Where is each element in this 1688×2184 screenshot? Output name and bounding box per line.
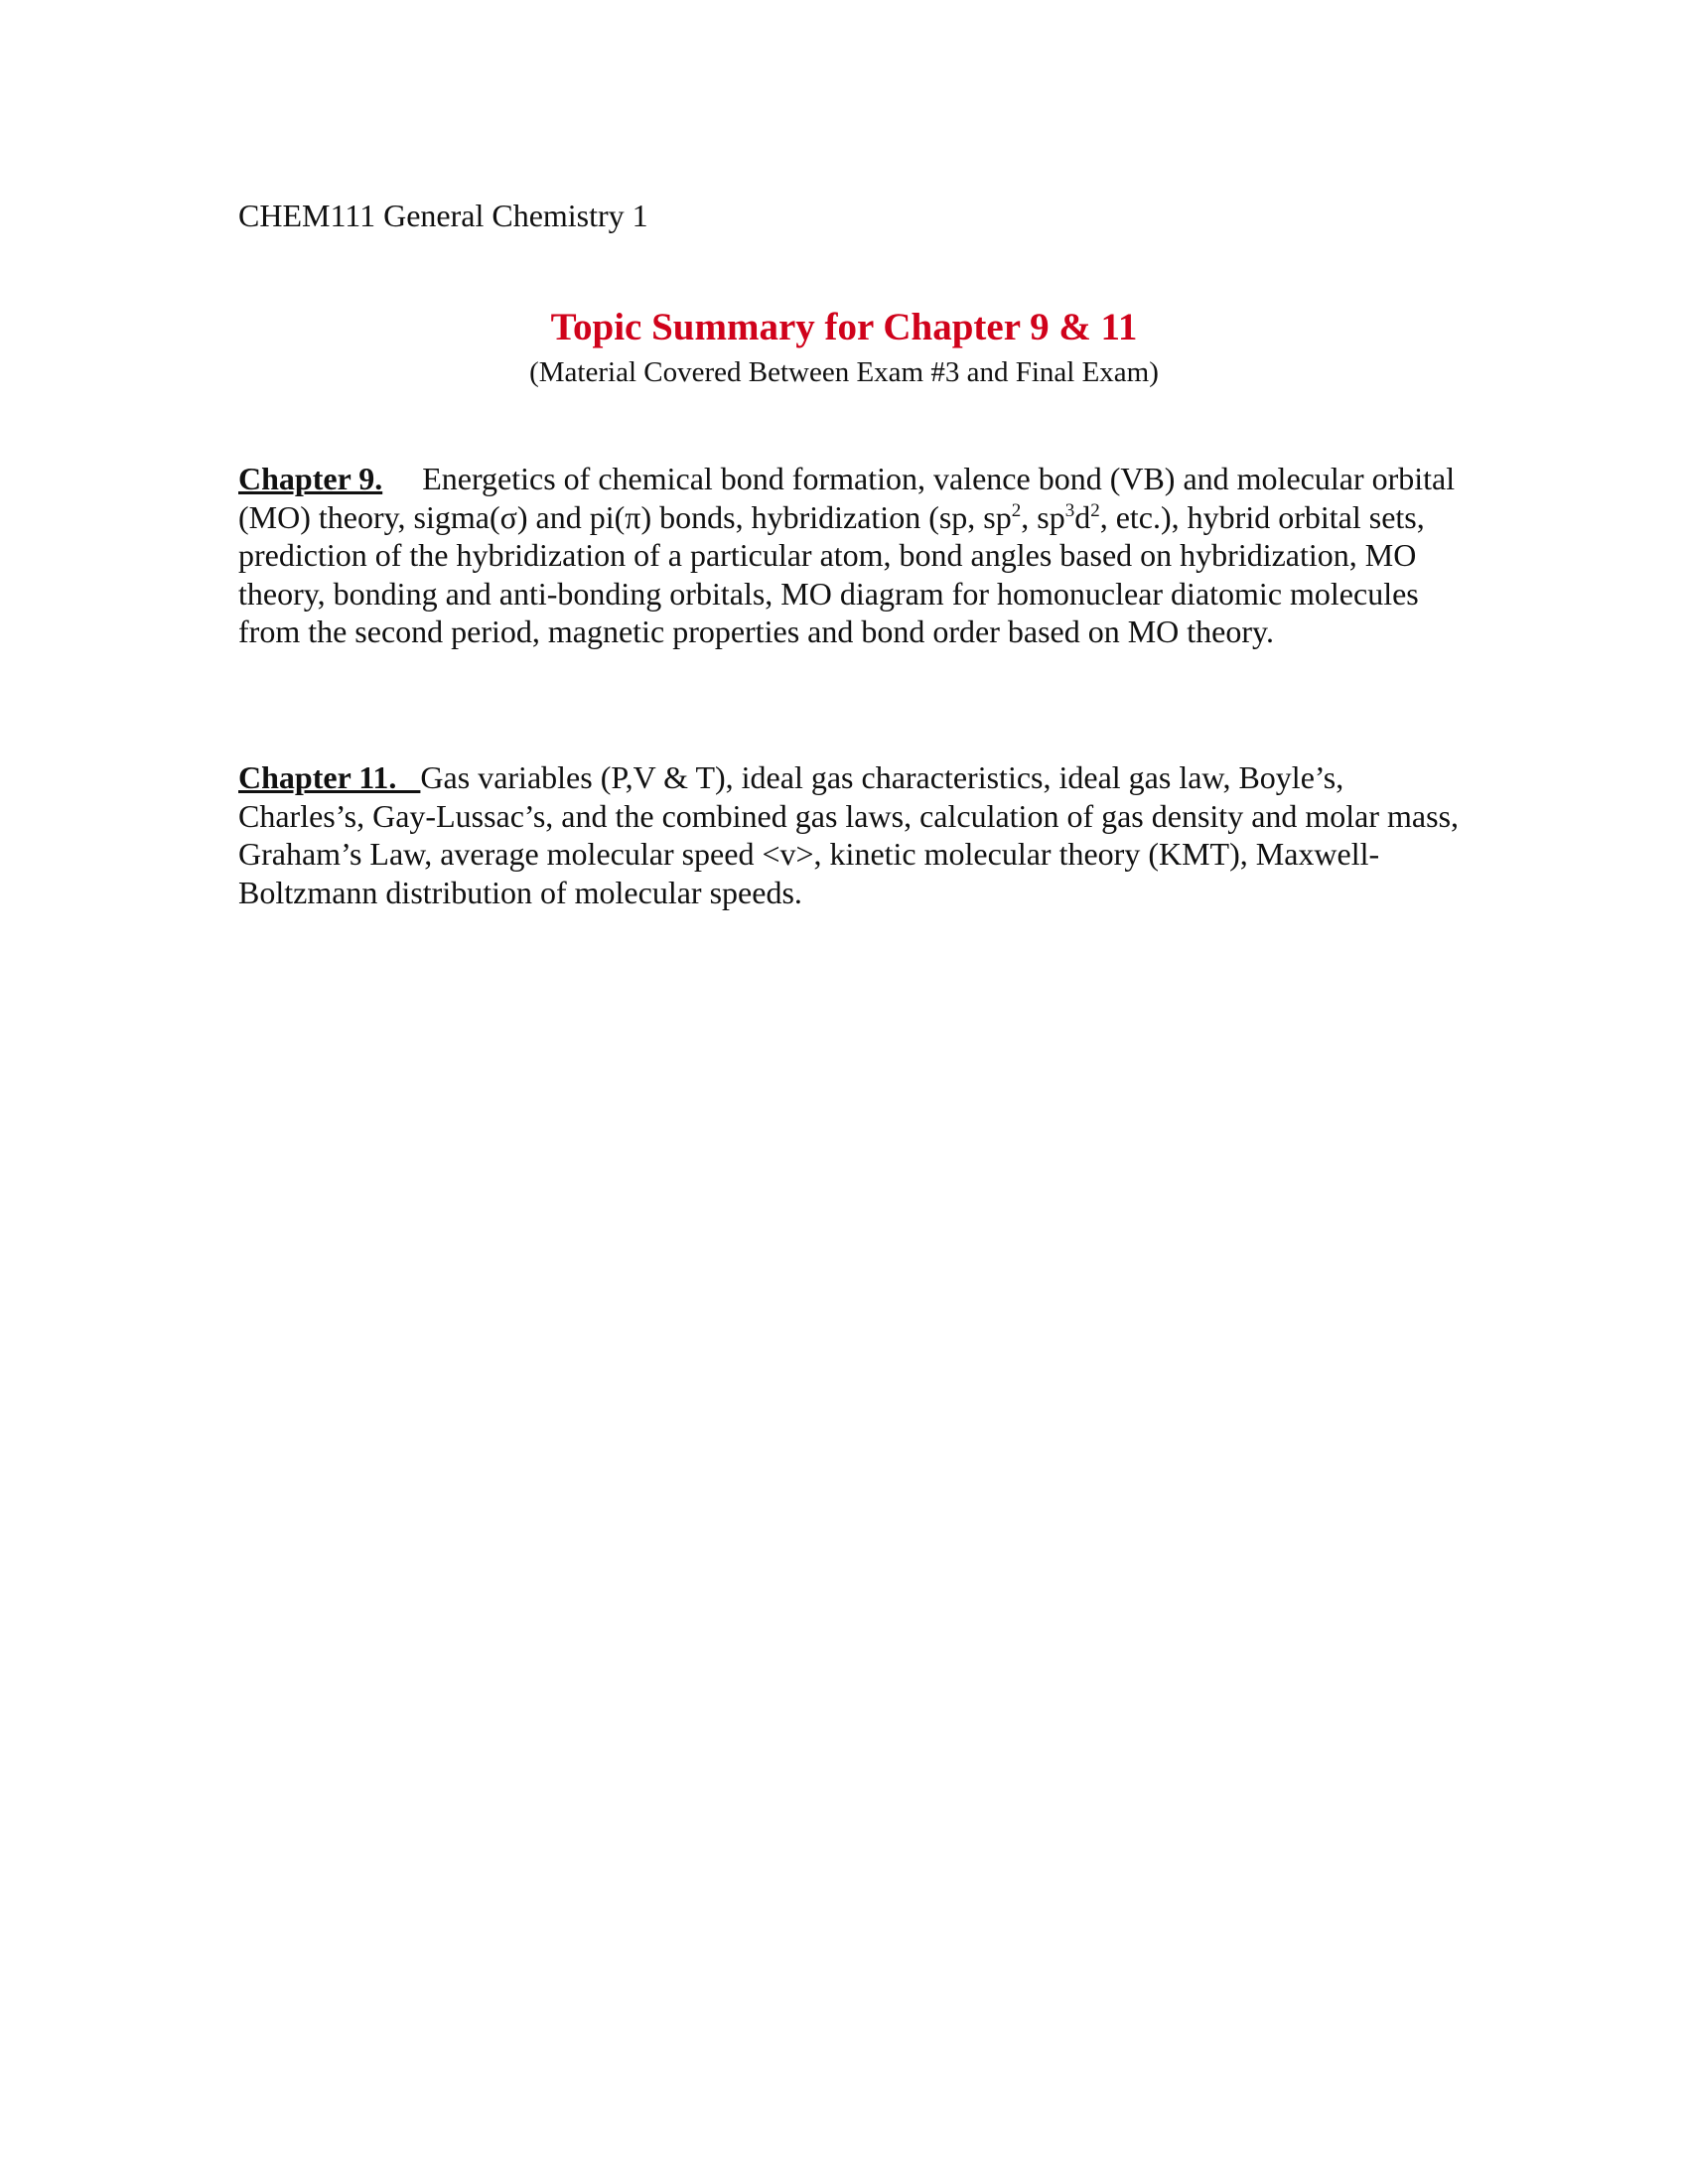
- document-subtitle: (Material Covered Between Exam #3 and Final Exam): [529, 355, 1159, 388]
- chapter-9-text-part-4: , etc.), hybrid orbital sets, prediction of the hybridization of a particular atom, bond angles based on hybridization, MO theory, bonding and anti-bonding orbitals, MO diagram for homonuclear diatomic molecules from the second period, magnetic properties and bond order based on MO theory.: [238, 498, 1425, 649]
- chapter-9-gap: [382, 461, 422, 496]
- superscript: 2: [1090, 499, 1100, 521]
- course-name: CHEM111 General Chemistry 1: [238, 198, 648, 233]
- superscript: 3: [1064, 499, 1075, 521]
- chapter-9-text-part-1: Energetics of chemical bond formation, valence bond (VB) and molecular orbital (MO) theory, sigma(σ) and pi(π) bonds, hybridization (sp, sp: [238, 461, 1456, 535]
- document-title: Topic Summary for Chapter 9 & 11: [550, 306, 1138, 348]
- title-block: [0, 305, 1688, 391]
- chapter-11-label: Chapter 11.: [238, 759, 421, 795]
- chapter-9-summary: [238, 460, 1475, 651]
- chapter-11-summary: [238, 758, 1475, 911]
- chapter-9-text-part-2: , sp: [1021, 498, 1065, 535]
- chapter-9-label: Chapter 9.: [238, 461, 383, 496]
- chapter-9-text-part-3: d: [1074, 498, 1091, 535]
- chapter-11-text: Gas variables (P,V & T), ideal gas characteristics, ideal gas law, Boyle’s, Charles’s, Gay-Lussac’s, and the combined gas laws, calculation of gas density and molar mass, Graham’s Law, average molecular speed <v>, kinetic molecular theory (KMT), Maxwell-Boltzmann distribution of molecular speeds.: [238, 759, 1460, 910]
- superscript: 2: [1011, 499, 1022, 521]
